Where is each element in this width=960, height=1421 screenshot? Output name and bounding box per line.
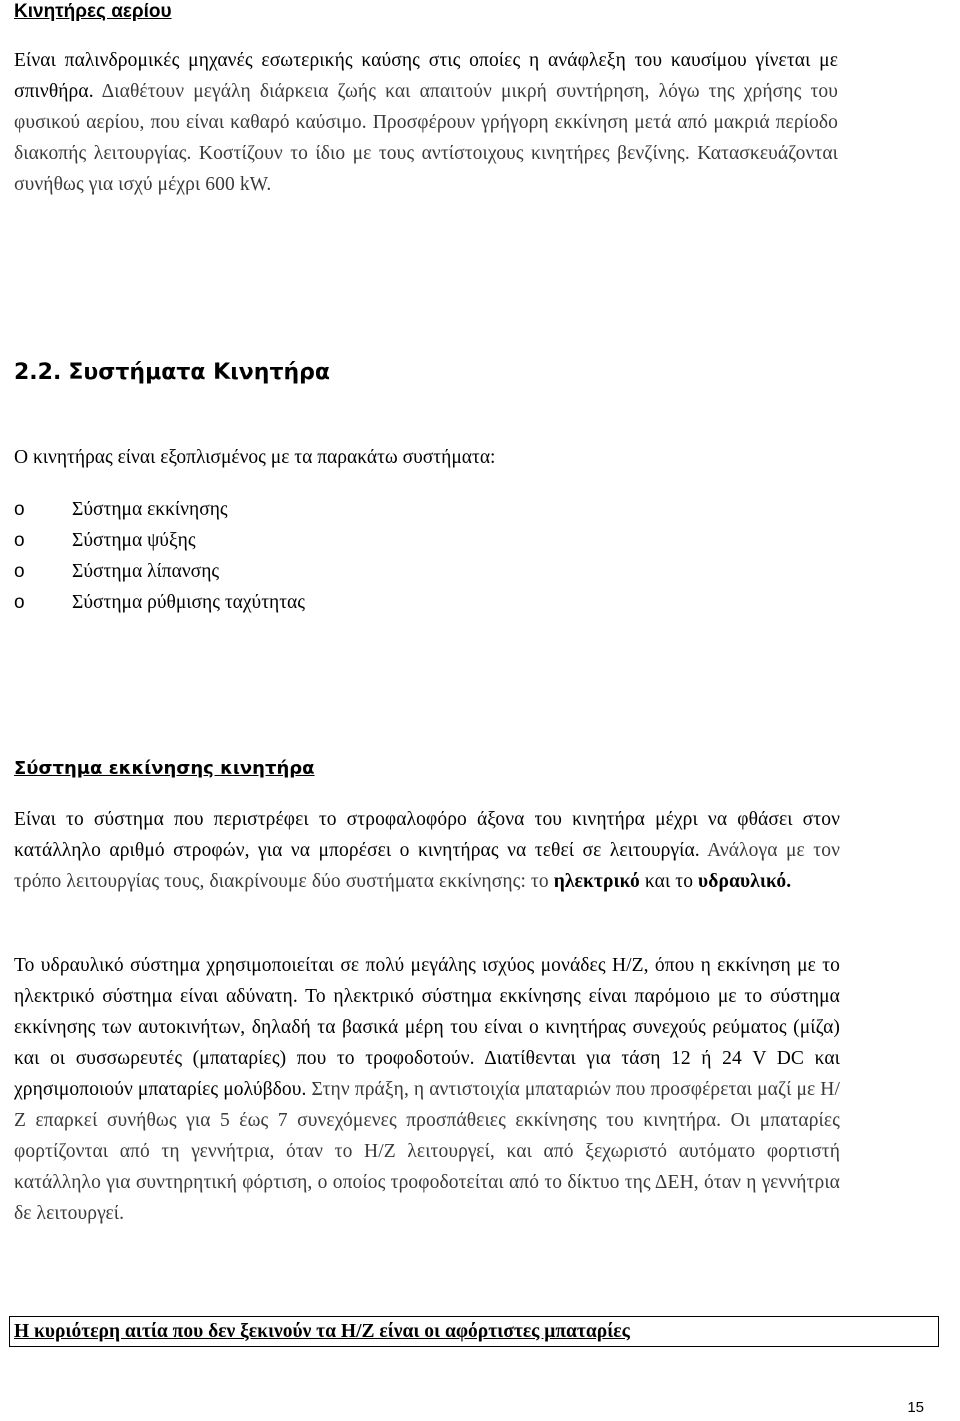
list-item-label: Σύστημα ψύξης bbox=[72, 530, 196, 551]
page-number: 15 bbox=[907, 1399, 924, 1416]
section-number: 2.2. bbox=[14, 360, 62, 385]
list-item bbox=[14, 494, 305, 525]
bullet-icon: o bbox=[14, 592, 25, 613]
section-title bbox=[14, 356, 330, 390]
document-page bbox=[14, 0, 940, 1421]
list-item bbox=[14, 525, 305, 556]
starting-system-paragraph-2 bbox=[14, 950, 840, 1229]
boxed-heading bbox=[9, 1316, 939, 1347]
paragraph-sentence: Οι μπαταρίες φορτίζονται από τη γεννήτρια, όταν το Η/Ζ λειτουργεί, και από ξεχωριστό αυτόματο φορτιστή κατάλληλο για συντηρητική φόρτιση, ο οποίος τροφοδοτείται από το δίκτυο της ΔΕΗ, όταν η γεννήτρια δε λειτουργεί. bbox=[14, 1110, 840, 1224]
systems-list bbox=[14, 494, 305, 618]
starting-system-heading: Σύστημα εκκίνησης κινητήρα bbox=[14, 758, 315, 779]
bullet-icon: o bbox=[14, 561, 25, 582]
paragraph-sentence: Ανάλογα με τον τρόπο λειτουργίας τους, διακρίνουμε δύο συστήματα εκκίνησης: το bbox=[14, 840, 840, 892]
bullet-icon: o bbox=[14, 530, 25, 551]
gas-engines-heading: Κινητήρες αερίου bbox=[14, 1, 172, 22]
gas-engines-sentence: Είναι παλινδρομικές μηχανές εσωτερικής καύσης στις οποίες η ανάφλεξη του καυσίμου γίνεται με σπινθήρα. bbox=[14, 50, 838, 102]
list-item-label: Σύστημα εκκίνησης bbox=[72, 499, 228, 520]
boxed-heading-text: Η κυριότερη αιτία που δεν ξεκινούν τα Η/Ζ είναι οι αφόρτιστες μπαταρίες bbox=[14, 1321, 630, 1342]
paragraph-sentence: Στην πράξη, η αντιστοιχία μπαταριών που προσφέρεται μαζί με Η/Ζ επαρκεί συνήθως για 5 έως 7 συνεχόμενες προσπάθειες εκκίνησης του κινητήρα. bbox=[14, 1079, 841, 1131]
gas-engines-sentence: Κατασκευάζονται συνήθως για ισχύ μέχρι 600 kW. bbox=[14, 143, 838, 195]
bold-term-hydraulic: υδραυλικό. bbox=[698, 871, 792, 892]
paragraph-sentence: και το bbox=[639, 871, 699, 892]
paragraph-sentence: Το ηλεκτρικό σύστημα εκκίνησης είναι παρόμοιο με το σύστημα εκκίνησης των αυτοκινήτων, δηλαδή τα βασικά μέρη του είναι ο κινητήρας συνεχούς ρεύματος (μίζα) και οι συσσωρευτές (μπαταρίες) που το τροφοδοτούν. bbox=[14, 986, 840, 1069]
gas-engines-sentence: Προσφέρουν γρήγορη εκκίνηση μετά από μακριά περίοδο διακοπής λειτουργίας. Κοστίζουν το ίδιο με τους αντίστοιχους κινητήρες βενζίνης. bbox=[14, 112, 838, 164]
list-item-label: Σύστημα λίπανσης bbox=[72, 561, 220, 582]
systems-intro: Ο κινητήρας είναι εξοπλισμένος με τα παρακάτω συστήματα: bbox=[14, 447, 496, 468]
starting-system-paragraph-1 bbox=[14, 804, 840, 897]
gas-engines-paragraph bbox=[14, 45, 838, 200]
paragraph-sentence: Το υδραυλικό σύστημα χρησιμοποιείται σε πολύ μεγάλης ισχύος μονάδες Η/Ζ, όπου η εκκίνηση με το ηλεκτρικό σύστημα είναι αδύνατη. bbox=[14, 955, 840, 1007]
paragraph-sentence: Διατίθενται για τάση 12 ή 24 V DC και χρησιμοποιούν μπαταρίες μολύβδου. bbox=[14, 1048, 841, 1100]
section-title-text: Συστήματα Κινητήρα bbox=[68, 360, 331, 385]
list-item bbox=[14, 556, 305, 587]
gas-engines-sentence: Διαθέτουν μεγάλη διάρκεια ζωής και απαιτούν μικρή συντήρηση, λόγω της χρήσης του φυσικού αερίου, που είναι καθαρό καύσιμο. bbox=[14, 81, 838, 133]
bullet-icon: o bbox=[14, 499, 25, 520]
list-item-label: Σύστημα ρύθμισης ταχύτητας bbox=[72, 592, 306, 613]
bold-term-electric: ηλεκτρικό bbox=[553, 871, 640, 892]
paragraph-sentence: Είναι το σύστημα που περιστρέφει το στροφαλοφόρο άξονα του κινητήρα μέχρι να φθάσει στον κατάλληλο αριθμό στροφών, για να μπορέσει ο κινητήρας να τεθεί σε λειτουργία. bbox=[14, 809, 840, 861]
list-item bbox=[14, 587, 305, 618]
